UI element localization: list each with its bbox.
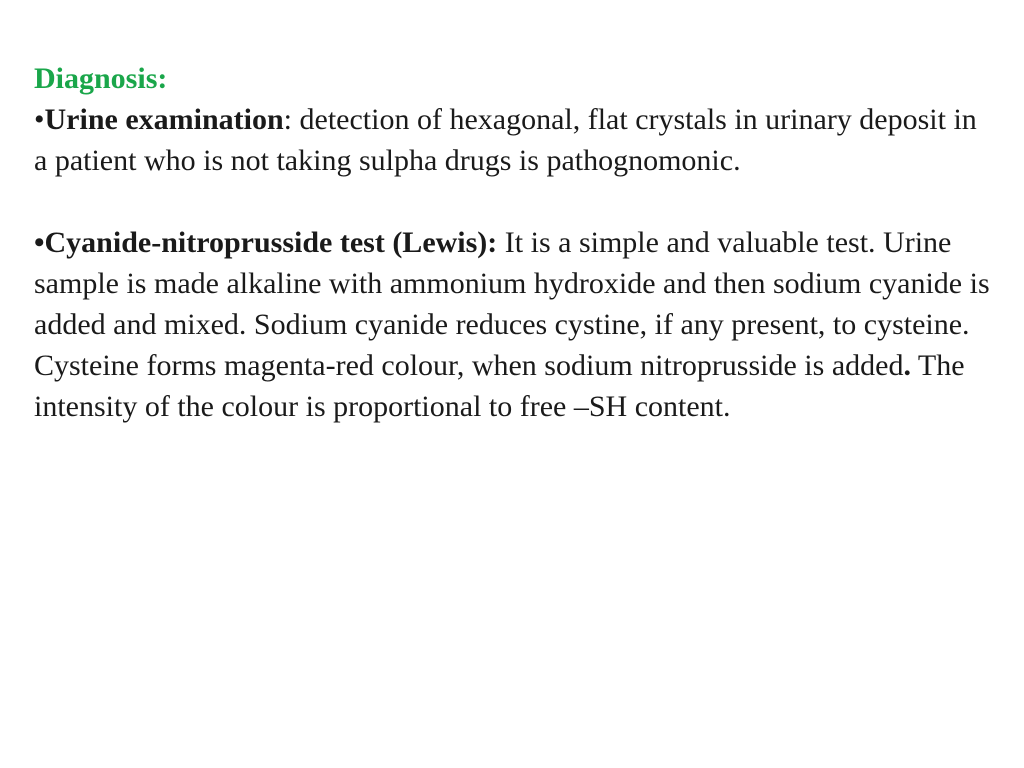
bullet: • <box>34 103 45 136</box>
bullet: • <box>34 226 45 259</box>
diagnosis-heading: Diagnosis: <box>34 62 168 95</box>
urine-examination-item <box>34 99 994 181</box>
cyanide-nitroprusside-text-end: The intensity of the colour is proportional to free –SH content. <box>34 349 965 423</box>
slide-content <box>34 58 994 427</box>
cyanide-nitroprusside-text: It is a simple and valuable test. Urine sample is made alkaline with ammonium hydroxide and then sodium cyanide is added and mixed. Sodium cyanide reduces cystine, if any present, to cysteine. Cysteine forms magenta-red colour, when sodium nitroprusside is added <box>34 226 990 382</box>
urine-examination-text: : detection of hexagonal, flat crystals in urinary deposit in a patient who is not taking sulpha drugs is pathognomonic. <box>34 103 977 177</box>
bold-period: . <box>903 349 911 382</box>
urine-examination-term: Urine examination <box>44 103 284 136</box>
cyanide-nitroprusside-term: Cyanide-nitroprusside test (Lewis): <box>44 226 498 259</box>
cyanide-nitroprusside-item <box>34 222 994 427</box>
paragraph-spacer <box>34 181 994 222</box>
